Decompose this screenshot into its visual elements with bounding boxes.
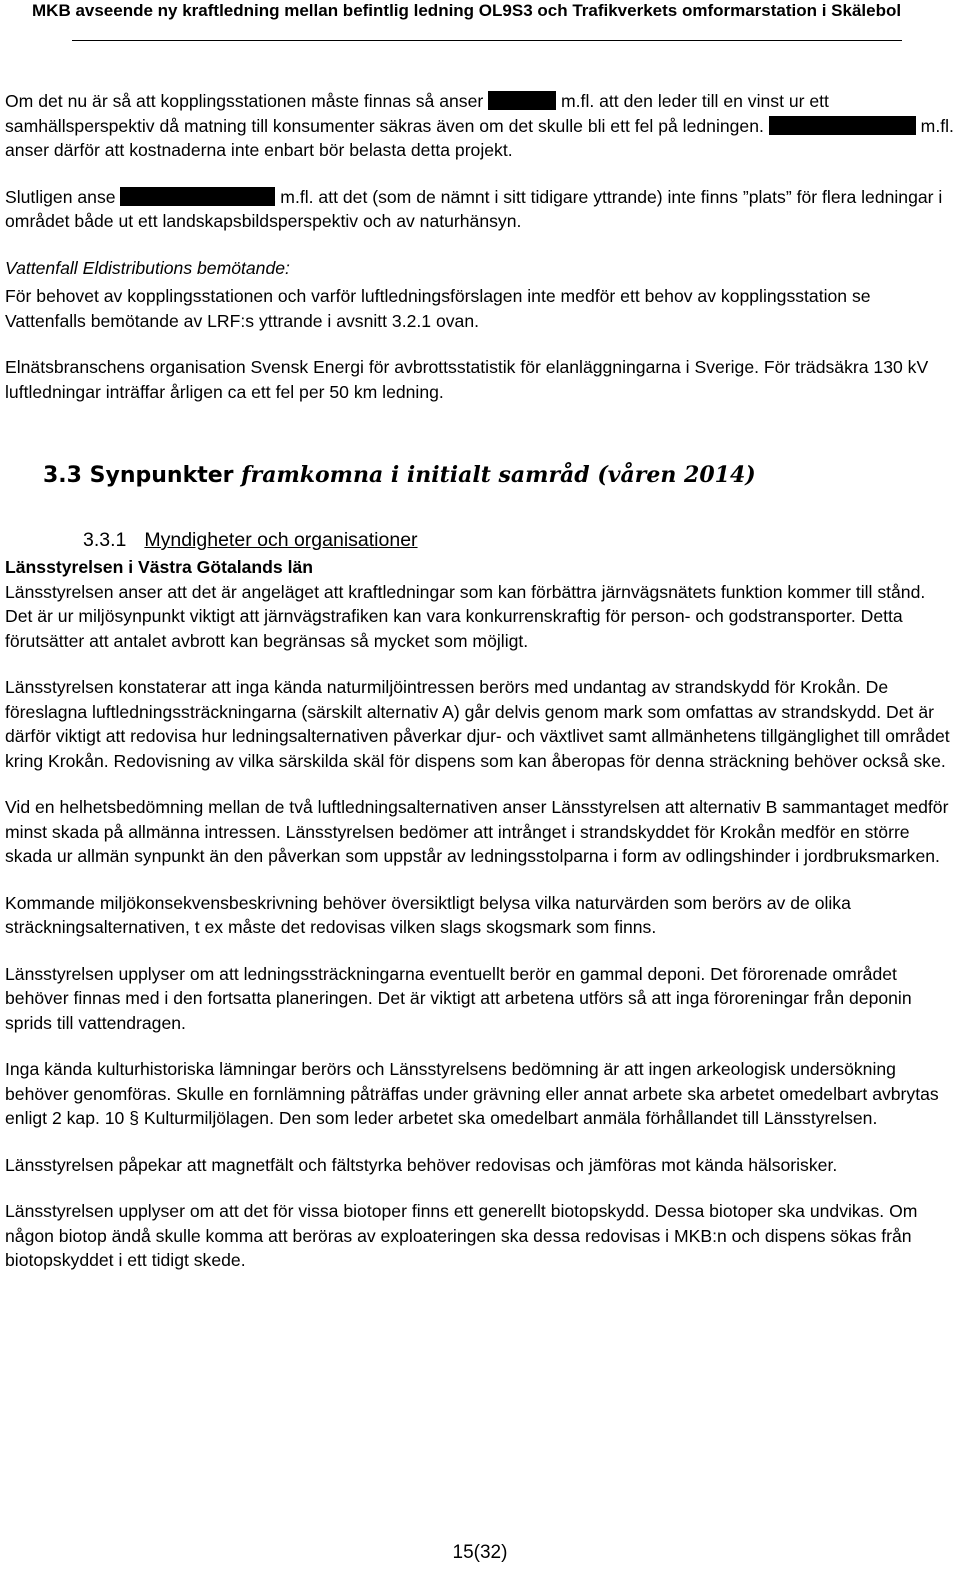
redaction-block	[488, 91, 556, 110]
lst-paragraph: Länsstyrelsen konstaterar att inga kända naturmiljöintressen berörs med undantag av strandskydd för Krokån. De föreslagna luftledningssträckningarna (särskilt alternativ A) går delvis genom mark som omfattas av strandskydd. Det är därför viktigt att redovisa hur ledningsalternativen påverkar djur- och växtlivet samt allmänhetens tillgänglighet till området kring Krokån. Redovisning av vilka särskilda skäl för dispens som kan åberopas för denna sträckning behöver också ske.	[5, 677, 950, 771]
paragraph-kopplingsstation	[5, 89, 955, 163]
lst-paragraph: Länsstyrelsen upplyser om att ledningssträckningarna eventuellt berör en gammal deponi. Det förorenade området behöver finnas med i den fortsatta planeringen. Det är viktigt att arbetena utförs så att inga föroreningar från deponin sprids till vattendragen.	[5, 963, 912, 1033]
paragraph-slutligen	[5, 185, 955, 234]
text-run: m.fl. att det (som de nämnt i sitt tidigare yttrande) inte finns ”plats” för flera ledningar i området både ut ett landskapsbildsperspektiv och av naturhänsyn.	[5, 186, 943, 231]
section-title-b: framkomna i initialt samråd (våren 2014)	[241, 462, 756, 488]
section-title-a: Synpunkter	[89, 463, 234, 488]
header-title: MKB avseende ny kraftledning mellan befintlig ledning OL9S3 och Trafikverkets omformarstation i Skälebol	[32, 1, 902, 20]
redaction-block	[769, 116, 916, 135]
vattenfall-paragraph-2: Elnätsbranschens organisation Svensk Energi för avbrottsstatistik för elanläggningarna i Sverige. För trädsäkra 130 kV luftledningar inträffar årligen ca ett fel per 50 km ledning.	[5, 357, 929, 402]
text-run: Slutligen anse	[5, 186, 116, 207]
vattenfall-heading: Vattenfall Eldistributions bemötande:	[5, 257, 290, 278]
lst-paragraph: Länsstyrelsen upplyser om att det för vissa biotoper finns ett generellt biotopskydd. Dessa biotoper ska undvikas. Om någon biotop ändå skulle komma att beröras av exploateringen ska dessa redovisas i MKB:n och dispens sökas från biotopskyddet i ett tidigt skede.	[5, 1201, 918, 1270]
running-header	[32, 0, 912, 22]
lst-paragraph: Kommande miljökonsekvensbeskrivning behöver översiktligt belysa vilka naturvärden som berörs av de olika sträckningsalternativen, t ex måste det redovisas vilken slags skogsmark som finns.	[5, 892, 851, 937]
text-run: m.fl. anser därför att kostnaderna inte enbart bör belasta detta projekt.	[5, 115, 954, 160]
subsection-heading	[83, 527, 955, 553]
vattenfall-paragraph-1: För behovet av kopplingsstationen och varför luftledningsförslagen inte medför ett behov av kopplingsstation se Vattenfalls bemötande av LRF:s yttrande i avsnitt 3.2.1 ovan.	[5, 286, 871, 331]
lst-paragraph: Länsstyrelsen påpekar att magnetfält och fältstyrka behöver redovisas och jämföras mot kända hälsorisker.	[5, 1154, 838, 1175]
lst-heading: Länsstyrelsen i Västra Götalands län	[5, 557, 314, 577]
lst-paragraph: Länsstyrelsen anser att det är angeläget att kraftledningar som kan förbättra järnvägsnätets funktion kommer till stånd. Det är ur miljösynpunkt viktigt att järnvägstrafiken kan vara konkurrenskraftig för person- och godstransporter. Detta förutsätter att antalet avbrott kan begränsas så mycket som möjligt.	[5, 581, 926, 651]
subsection-title: Myndigheter och organisationer	[144, 529, 418, 551]
subsection-number: 3.3.1	[83, 529, 127, 551]
page-number: 15(32)	[452, 1542, 508, 1563]
section-heading	[43, 460, 955, 491]
text-run: m.fl. att den leder till en vinst ur ett samhällsperspektiv då matning till konsumenter säkras även om det skulle bli ett fel på ledningen.	[5, 91, 829, 136]
lst-paragraph: Inga kända kulturhistoriska lämningar berörs och Länsstyrelsens bedömning är att ingen arkeologisk undersökning behöver genomföras. Skulle en fornlämning påträffas under grävning eller annat arbete ska arbetet omedelbart avbrytas enligt 2 kap. 10 § Kulturmiljölagen. Den som leder arbetet ska omedelbart anmäla förhållandet till Länsstyrelsen.	[5, 1059, 939, 1128]
text-run: Om det nu är så att kopplingsstationen måste finnas så anser	[5, 91, 484, 111]
section-number: 3.3	[43, 463, 82, 488]
redaction-block	[120, 187, 275, 206]
lst-paragraph: Vid en helhetsbedömning mellan de två luftledningsalternativen anser Länsstyrelsen att alternativ B sammantaget medför minst skada på allmänna intressen. Länsstyrelsen bedömer att intrånget i strandskyddet för Krokån medför en större skada ur allmän synpunkt än den påverkan som uppstår av ledningsstolparna i form av odlingshinder i jordbruksmarken.	[5, 797, 949, 866]
header-rule	[72, 40, 902, 41]
page-body	[5, 89, 955, 1273]
